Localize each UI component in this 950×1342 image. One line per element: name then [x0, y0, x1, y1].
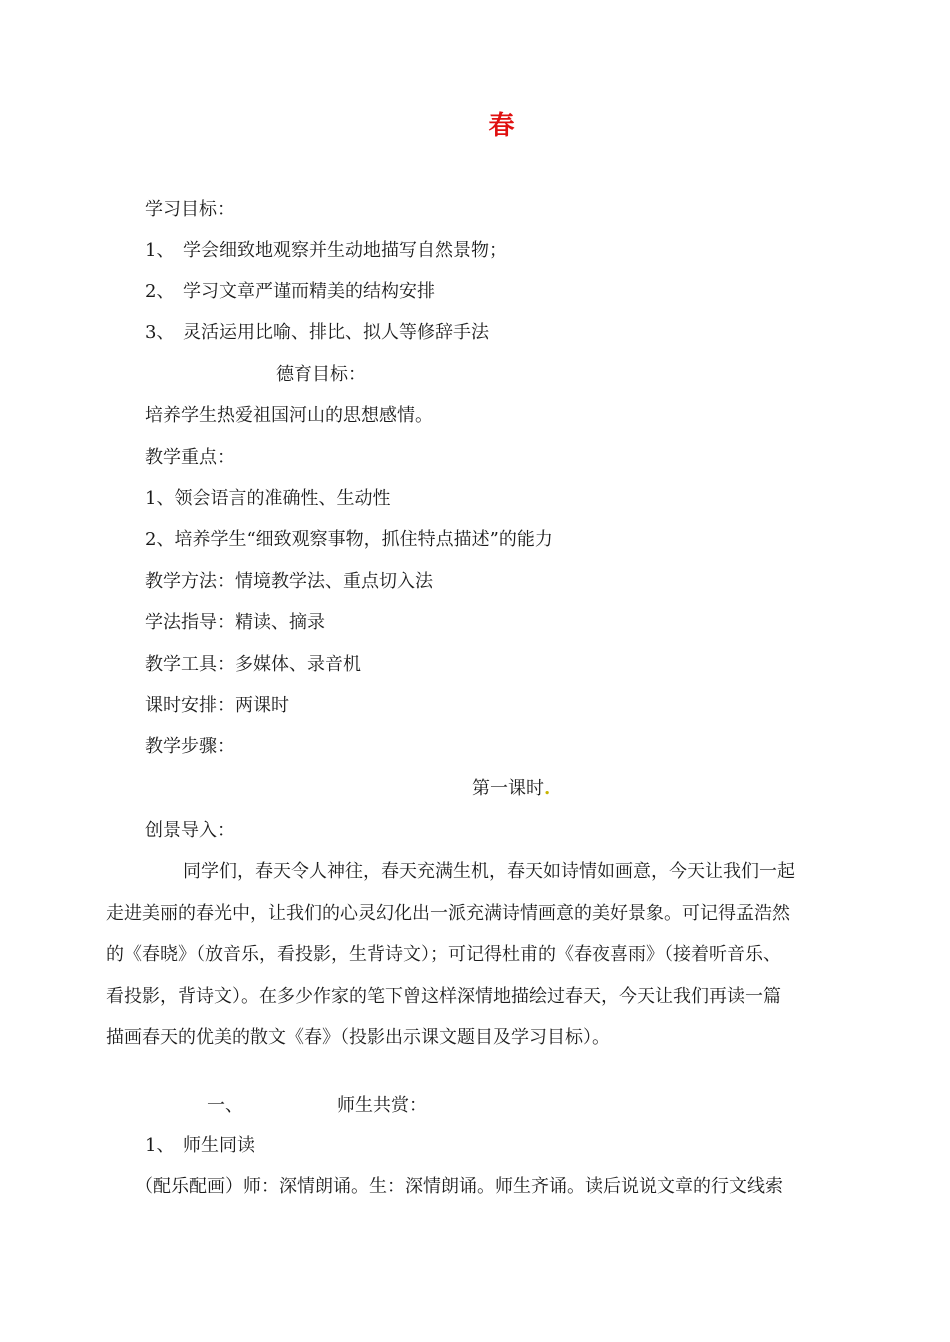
intro-line-2: 走进美丽的春光中，让我们的心灵幻化出一派充满诗情画意的美好景象。可记得孟浩然 [106, 902, 790, 924]
lesson-schedule: 课时安排：两课时 [145, 695, 289, 716]
study-guide: 学法指导：精读、摘录 [145, 612, 325, 633]
lesson-heading-dot: . [544, 778, 551, 799]
sub-section-number: 1、 [145, 1135, 175, 1156]
objective-text: 学习文章严谨而精美的结构安排 [183, 281, 435, 302]
sub-section-title: 师生同读 [183, 1135, 255, 1156]
objective-text: 学会细致地观察并生动地描写自然景物； [183, 240, 507, 261]
objective-item-2 [145, 279, 435, 305]
lesson-heading [472, 776, 550, 802]
teaching-tools: 教学工具：多媒体、录音机 [145, 654, 361, 675]
intro-line-1: 同学们，春天令人神往，春天充满生机，春天如诗情如画意，今天让我们一起 [183, 861, 795, 882]
lesson-heading-text: 第一课时 [472, 778, 544, 799]
document-title: 春 [488, 111, 515, 141]
intro-paragraph [106, 851, 846, 1059]
moral-text: 培养学生热爱祖国河山的思想感情。 [145, 405, 433, 426]
intro-line-5: 描画春天的优美的散文《春》（投影出示课文题目及学习目标）。 [106, 1027, 610, 1048]
objective-item-3 [145, 320, 489, 346]
intro-line-3: 的《春晓》（放音乐，看投影，生背诗文）；可记得杜甫的《春夜喜雨》（接着听音乐、 [106, 944, 781, 965]
focus-item-1: 1、领会语言的准确性、生动性 [145, 488, 391, 509]
section-one-number: 一、 [207, 1095, 243, 1116]
reading-instructions: （配乐配画）师：深情朗诵。生：深情朗诵。师生齐诵。读后说说文章的行文线索 [135, 1176, 783, 1197]
objective-number: 2、 [145, 281, 175, 302]
moral-heading: 德育目标： [276, 364, 366, 385]
steps-heading: 教学步骤： [145, 736, 235, 757]
intro-heading: 创景导入： [145, 820, 235, 841]
objective-text: 灵活运用比喻、排比、拟人等修辞手法 [183, 322, 489, 343]
sub-section-one [145, 1133, 255, 1159]
teaching-method: 教学方法：情境教学法、重点切入法 [145, 571, 433, 592]
section-one [207, 1093, 427, 1119]
focus-heading: 教学重点： [145, 447, 235, 468]
objective-number: 3、 [145, 322, 175, 343]
section-one-title: 师生共赏： [337, 1095, 427, 1116]
intro-line-4: 看投影，背诗文）。在多少作家的笔下曾这样深情地描绘过春天，今天让我们再读一篇 [106, 985, 781, 1007]
objective-item-1 [145, 238, 507, 264]
focus-item-2: 2、培养学生“细致观察事物，抓住特点描述”的能力 [145, 529, 553, 550]
objectives-heading: 学习目标： [145, 199, 235, 220]
objective-number: 1、 [145, 240, 175, 261]
